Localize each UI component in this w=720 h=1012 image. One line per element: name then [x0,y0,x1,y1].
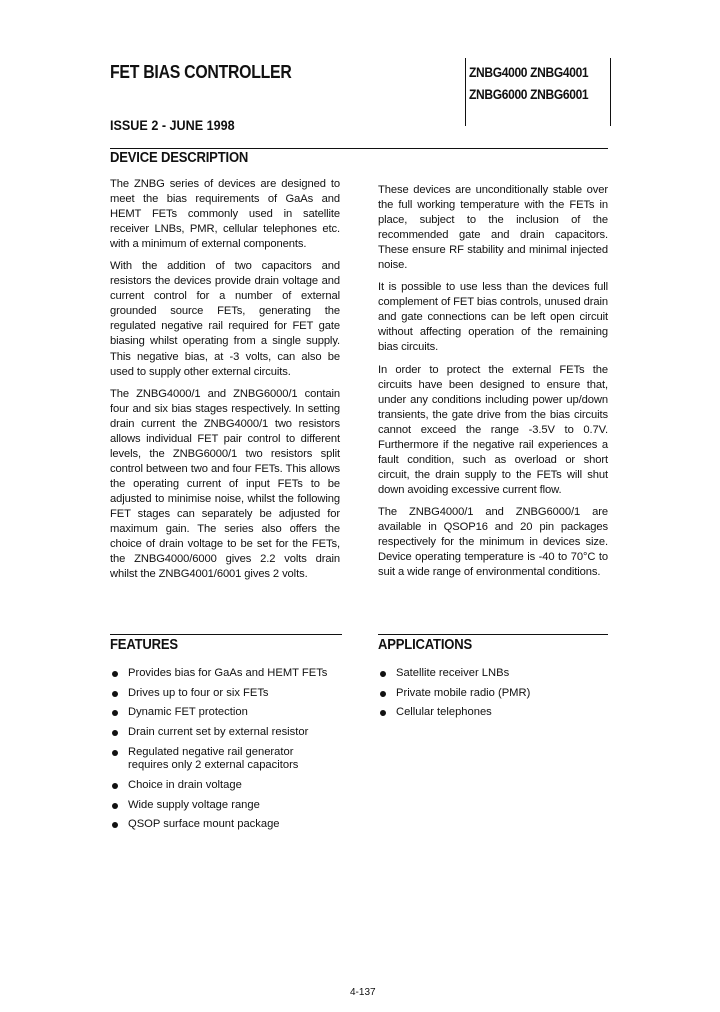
list-item: Drives up to four or six FETs [110,687,355,701]
description-paragraph: The ZNBG4000/1 and ZNBG6000/1 contain four and six bias stages respectively. In setting drain current the ZNBG4000/1 two resistors allows individual FET pair control to different levels, the ZNBG6000/1 two resistors split control between two and four FETs. This allows the operating current of input FETs to be adjusted to minimise noise, whilst the following FET stages can separately be adjusted for maximum gain. The series also offers the choice of drain voltage to be set for the FETs, the ZNBG4000/6000 gives 2.2 volts drain whilst the ZNBG4001/6001 gives 2 volts. [110,387,340,581]
list-item: Cellular telephones [378,706,608,720]
list-item: Drain current set by external resistor [110,726,355,740]
description-right-column [378,183,608,587]
bullet-icon [112,671,118,677]
device-description-heading: DEVICE DESCRIPTION [110,150,249,166]
list-item: Satellite receiver LNBs [378,667,608,681]
list-item: Regulated negative rail generator requires only 2 external capacitors [110,746,355,773]
list-item: Private mobile radio (PMR) [378,687,608,701]
description-paragraph: In order to protect the external FETs the circuits have been designed to ensure that, under any conditions including power up/down transients, the gate drive from the bias circuits cannot exceed the range -3.5V to 0.7V. Furthermore if the negative rail experiences a fault condition, such as overload or short circuit, the drain supply to the FETs will shut down avoiding excessive current flow. [378,363,608,496]
bullet-icon [112,710,118,716]
description-left-column [110,177,340,589]
bullet-icon [112,783,118,789]
issue-date: ISSUE 2 - JUNE 1998 [110,117,235,133]
description-paragraph: These devices are unconditionally stable over the full working temperature with the FETs in place, subject to the inclusion of the recommended gate and drain capacitors. These ensure RF stability and minimal injected noise. [378,184,608,272]
applications-heading: APPLICATIONS [378,637,473,653]
list-item: Dynamic FET protection [110,706,355,720]
page-title: FET BIAS CONTROLLER [110,62,292,82]
description-paragraph: The ZNBG4000/1 and ZNBG6000/1 are available in QSOP16 and 20 pin packages respectively for the minimum in devices size. Device operating temperature is -40 to 70°C to suit a wide range of environmental conditions. [378,505,608,579]
description-paragraph: With the addition of two capacitors and resistors the devices provide drain voltage and current control for a number of external grounded source FETs, generating the regulated negative rail required for FET gate biasing whilst operating from a single supply. This negative bias, at -3 volts, can also be used to supply other external circuits. [110,260,340,378]
features-heading: FEATURES [110,637,178,653]
description-paragraph: The ZNBG series of devices are designed to meet the bias requirements of GaAs and HEMT FETs commonly used in satellite receiver LNBs, PMR, cellular telephones etc. with a minimum of external components. [110,178,340,251]
features-list [110,667,355,838]
bullet-icon [112,730,118,736]
bullet-icon [380,710,386,716]
bullet-icon [380,691,386,697]
list-item: Provides bias for GaAs and HEMT FETs [110,667,355,681]
list-item: Wide supply voltage range [110,799,355,813]
description-paragraph: It is possible to use less than the devices full complement of FET bias controls, unused drain and gate connections can be left open circuit without affecting operation of the remaining bias circuits. [378,281,608,354]
bullet-icon [112,750,118,756]
part-numbers-line-1: ZNBG4000 ZNBG4001 [469,64,589,80]
part-numbers-line-2: ZNBG6000 ZNBG6001 [469,86,589,102]
list-item: Choice in drain voltage [110,779,355,793]
section-divider-features [110,634,342,635]
applications-list [378,667,608,726]
bullet-icon [112,822,118,828]
bullet-icon [112,803,118,809]
section-divider-applications [378,634,608,635]
page-number: 4-137 [350,987,376,998]
list-item: QSOP surface mount package [110,818,355,832]
bullet-icon [112,691,118,697]
bullet-icon [380,671,386,677]
section-divider-description [110,148,608,149]
